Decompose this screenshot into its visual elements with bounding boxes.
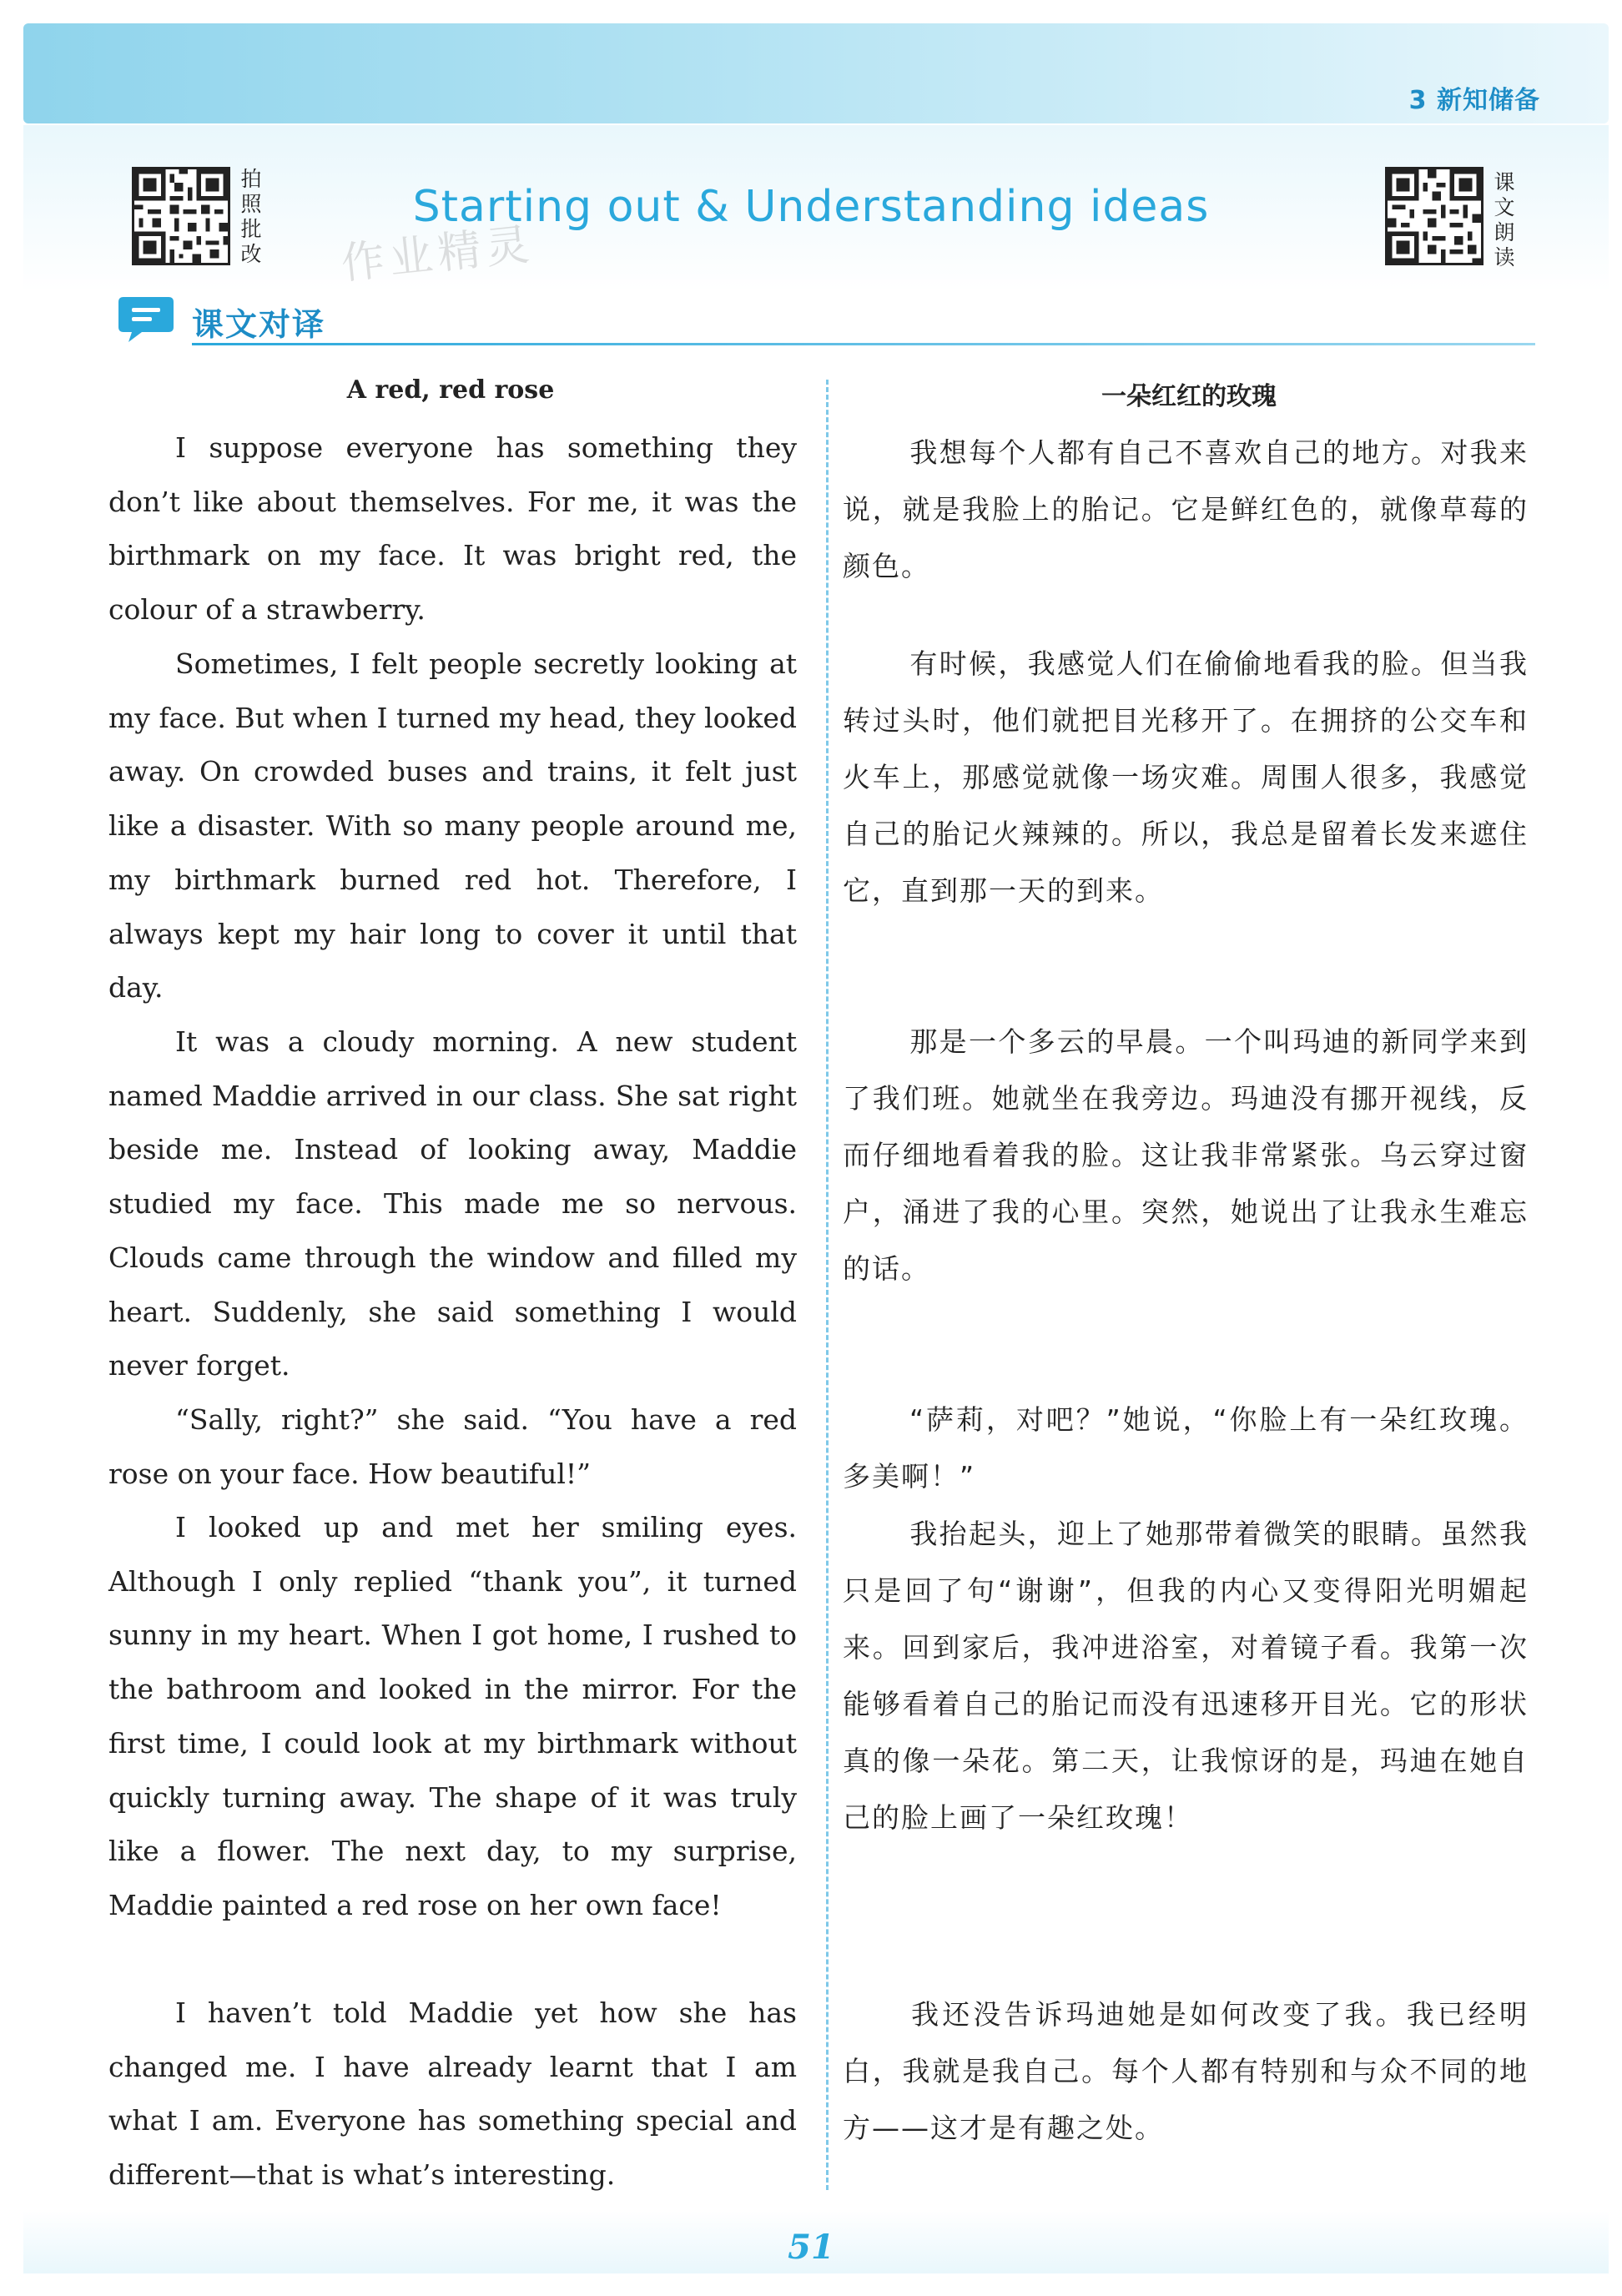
chinese-paragraph: 那是一个多云的早晨。一个叫玛迪的新同学来到了我们班。她就坐在我旁边。玛迪没有挪开视线，反而仔细地看着我的脸。这让我非常紧张。乌云穿过窗户，涌进了我的心里。突然，她说出了让我永生难忘的话。 bbox=[843, 1025, 1529, 1285]
page-number: 51 bbox=[788, 2228, 834, 2267]
subsection-title: 课文对译 bbox=[192, 306, 326, 343]
english-paragraph: Sometimes, I felt people secretly looking at my face. But when I turned my head, they looked away. On crowded buses and trains, it felt just like a disaster. With so many people around me, my birthmark burned red hot. Therefore, I always kept my hair long to cover it until that day. bbox=[108, 647, 797, 1004]
english-paragraph: I looked up and met her smiling eyes. Although I only replied “thank you”, it turned sunny in my heart. When I got home, I rushed to the bathroom and looked in the mirror. For the first time, I could look at my birthmark without quickly turning away. The shape of it was truly like a flower. The next day, to my surprise, Maddie painted a red rose on her own face! bbox=[108, 1511, 797, 1921]
qr-code-icon[interactable] bbox=[1385, 167, 1483, 265]
header-band bbox=[23, 23, 1609, 123]
column-divider bbox=[826, 380, 829, 2190]
english-paragraph: “Sally, right?” she said. “You have a red rose on your face. How beautiful!” bbox=[108, 1403, 797, 1490]
subsection-heading bbox=[117, 294, 1535, 347]
unit-label: 3 新知储备 bbox=[1408, 86, 1540, 115]
qr-caption-photo-check: 拍照批改 bbox=[240, 167, 262, 266]
chinese-paragraph: 我抬起头，迎上了她那带着微笑的眼睛。虽然我只是回了句“谢谢”，但我的内心又变得阳光明媚起来。回到家后，我冲进浴室，对着镜子看。我第一次能够看着自己的胎记而没有迅速移开目光。它的形状真的像一朵花。第二天，让我惊讶的是，玛迪在她自己的脸上画了一朵红玫瑰！ bbox=[843, 1518, 1529, 1834]
english-paragraph: I haven’t told Maddie yet how she has changed me. I have already learnt that I am what I am. Everyone has something special and different—that is what’s interesting. bbox=[108, 1996, 797, 2192]
chinese-paragraph: 我还没告诉玛迪她是如何改变了我。我已经明白，我就是我自己。每个人都有特别和与众不同的地方——这才是有趣之处。 bbox=[843, 1998, 1529, 2144]
subsection-underline bbox=[192, 343, 1535, 345]
chat-bubble-icon bbox=[117, 294, 175, 344]
chinese-paragraph: 有时候，我感觉人们在偷偷地看我的脸。但当我转过头时，他们就把目光移开了。在拥挤的公交车和火车上，那感觉就像一场灾难。周围人很多，我感觉自己的胎记火辣辣的。所以，我总是留着长发来遮住它，直到那一天的到来。 bbox=[843, 647, 1529, 907]
english-paragraph: I suppose everyone has something they don’t like about themselves. For me, it was the birthmark on my face. It was bright red, the colour of a strawberry. bbox=[108, 431, 797, 627]
english-title: A red, red rose bbox=[346, 375, 555, 405]
watermark: 作业精灵 bbox=[339, 219, 537, 290]
qr-caption-text-reading: 课文朗读 bbox=[1494, 170, 1515, 269]
chinese-title: 一朵红红的玫瑰 bbox=[1101, 382, 1277, 411]
section-title: Starting out & Understanding ideas bbox=[412, 182, 1210, 232]
english-paragraph: It was a cloudy morning. A new student named Maddie arrived in our class. She sat right beside me. Instead of looking away, Maddie studied my face. This made me so nervous. Clouds came through the window and filled my heart. Suddenly, she said something I would never forget. bbox=[108, 1025, 797, 1382]
chinese-paragraph: 我想每个人都有自己不喜欢自己的地方。对我来说，就是我脸上的胎记。它是鲜红色的，就像草莓的颜色。 bbox=[843, 436, 1529, 582]
chinese-paragraph: “萨莉，对吧？”她说，“你脸上有一朵红玫瑰。多美啊！” bbox=[843, 1403, 1529, 1493]
